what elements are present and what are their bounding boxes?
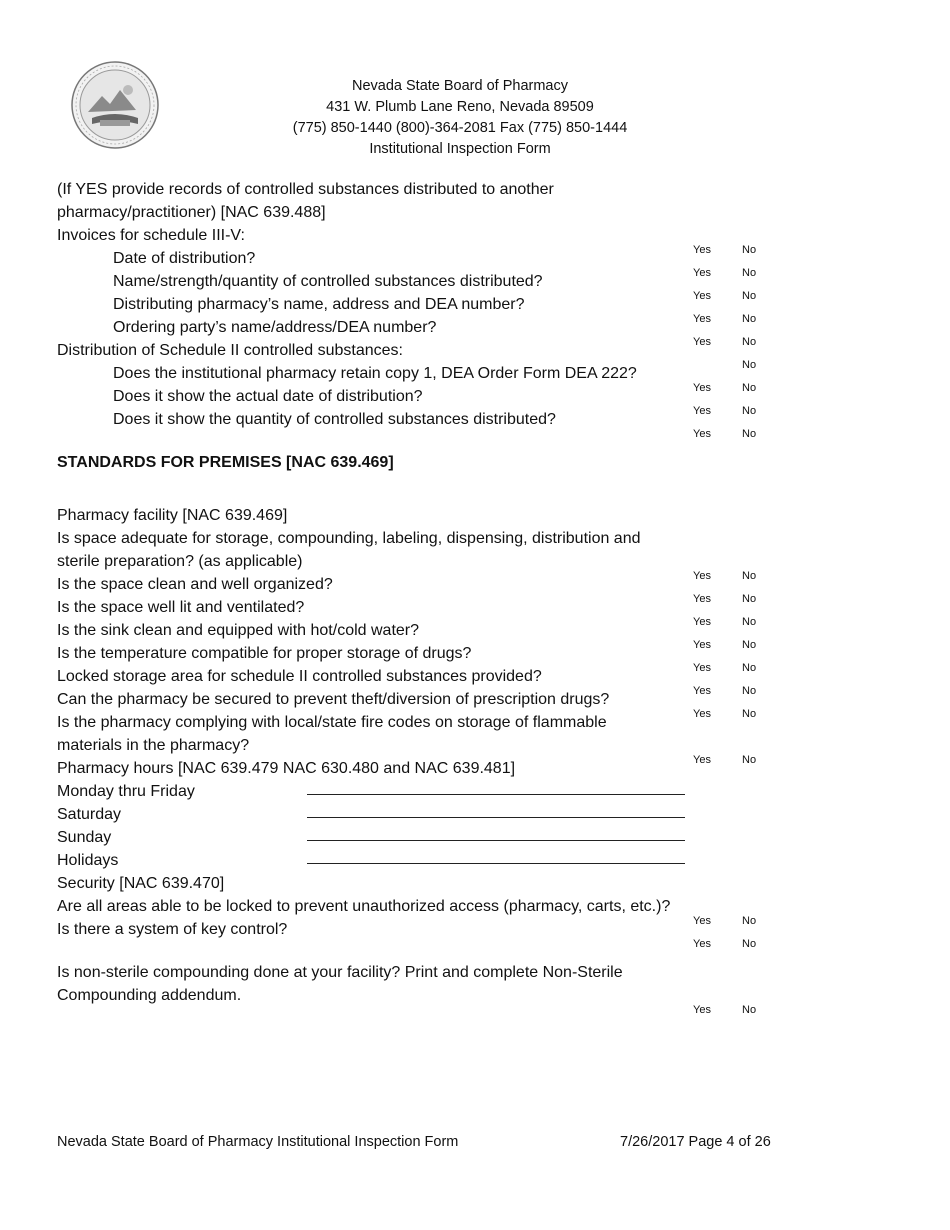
- question-locked-storage: Locked storage area for schedule II controlled substances provided? Yes No: [57, 668, 757, 697]
- question-sink: Is the sink clean and equipped with hot/cold water? Yes No: [57, 622, 757, 651]
- yes-option[interactable]: Yes: [693, 267, 711, 279]
- question-space-adequate: Is space adequate for storage, compounding, labeling, dispensing, distribution and sterile preparation? (as applicable) Yes No: [57, 530, 757, 582]
- hours-label: Monday thru Friday: [57, 783, 195, 800]
- question-space-lit: Is the space well lit and ventilated? Yes No: [57, 599, 757, 628]
- question-ordering-party: Ordering party’s name/address/DEA number? Yes No: [113, 319, 757, 348]
- hours-holidays: [57, 849, 837, 872]
- yes-option[interactable]: Yes: [693, 915, 711, 927]
- question-areas-locked: Are all areas able to be locked to prevent unauthorized access (pharmacy, carts, etc.)? Yes No: [57, 898, 757, 927]
- no-option[interactable]: No: [742, 313, 757, 325]
- no-option[interactable]: No: [742, 593, 757, 605]
- yes-option[interactable]: Yes: [693, 685, 711, 697]
- yes-option[interactable]: Yes: [693, 639, 711, 651]
- question-actual-date: Does it show the actual date of distribution? Yes No: [113, 388, 757, 417]
- hours-saturday: [57, 803, 837, 826]
- form-title: Institutional Inspection Form: [369, 141, 551, 157]
- yes-option[interactable]: Yes: [693, 428, 711, 440]
- no-option[interactable]: No: [742, 405, 757, 417]
- yes-option[interactable]: Yes: [693, 662, 711, 674]
- no-option[interactable]: No: [742, 754, 757, 766]
- no-option[interactable]: No: [742, 938, 757, 950]
- section-heading-premises: STANDARDS FOR PREMISES [NAC 639.469]: [57, 454, 394, 471]
- org-name: Nevada State Board of Pharmacy: [351, 78, 568, 94]
- yes-option[interactable]: Yes: [693, 313, 711, 325]
- no-option[interactable]: No: [742, 290, 757, 302]
- yes-option[interactable]: Yes: [693, 708, 711, 720]
- no-option[interactable]: No: [742, 244, 757, 256]
- no-option[interactable]: No: [742, 428, 757, 440]
- question-fire-codes: Is the pharmacy complying with local/state fire codes on storage of flammable materials in the pharmacy? Yes No: [57, 714, 757, 766]
- yes-option[interactable]: Yes: [693, 290, 711, 302]
- no-option[interactable]: No: [742, 639, 757, 651]
- org-address: 431 W. Plumb Lane Reno, Nevada 89509: [326, 99, 594, 115]
- no-option[interactable]: No: [742, 708, 757, 720]
- question-distributing-pharmacy: Distributing pharmacy’s name, address and DEA number? Yes No: [113, 296, 757, 325]
- footer-form-name: Nevada State Board of Pharmacy Institutional Inspection Form: [57, 1134, 459, 1150]
- question-date-distribution: Date of distribution? Yes No: [113, 250, 757, 279]
- question-space-clean: Is the space clean and well organized? Yes No: [57, 576, 757, 605]
- yes-option[interactable]: Yes: [693, 405, 711, 417]
- no-option[interactable]: No: [742, 662, 757, 674]
- yes-option[interactable]: Yes: [693, 244, 711, 256]
- hours-input-line[interactable]: [307, 863, 685, 864]
- no-option[interactable]: No: [742, 685, 757, 697]
- footer-page-info: 7/26/2017 Page 4 of 26: [620, 1134, 771, 1150]
- question-schedule-ii-distribution: Distribution of Schedule II controlled substances: No: [57, 342, 757, 371]
- question-secured: Can the pharmacy be secured to prevent theft/diversion of prescription drugs? Yes No: [57, 691, 757, 720]
- yes-option[interactable]: Yes: [693, 570, 711, 582]
- hours-input-line[interactable]: [307, 794, 685, 795]
- question-name-strength: Name/strength/quantity of controlled substances distributed? Yes No: [113, 273, 757, 302]
- hours-sunday: [57, 826, 837, 849]
- yes-option[interactable]: Yes: [693, 593, 711, 605]
- yes-option[interactable]: Yes: [693, 754, 711, 766]
- yes-option[interactable]: Yes: [693, 616, 711, 628]
- yes-option[interactable]: Yes: [693, 382, 711, 394]
- yes-option[interactable]: Yes: [693, 1004, 711, 1016]
- form-body: [57, 178, 837, 1016]
- hours-monday-friday: [57, 780, 837, 803]
- org-phone: (775) 850-1440 (800)-364-2081 Fax (775) 850-1444: [292, 120, 628, 136]
- question-invoices: Invoices for schedule III-V: Yes No: [57, 227, 757, 256]
- question-temperature: Is the temperature compatible for proper storage of drugs? Yes No: [57, 645, 757, 674]
- letterhead: [240, 76, 680, 160]
- no-option[interactable]: No: [742, 616, 757, 628]
- no-option[interactable]: No: [742, 1004, 757, 1016]
- records-intro: (If YES provide records of controlled substances distributed to another pharmacy/practitioner) [NAC 639.488]: [57, 181, 554, 221]
- hours-input-line[interactable]: [307, 817, 685, 818]
- question-retain-dea-222: Does the institutional pharmacy retain copy 1, DEA Order Form DEA 222? Yes No: [113, 365, 757, 394]
- no-option[interactable]: No: [742, 382, 757, 394]
- question-quantity-distributed: Does it show the quantity of controlled substances distributed? Yes No: [113, 411, 757, 440]
- yes-option[interactable]: Yes: [693, 336, 711, 348]
- no-option[interactable]: No: [742, 267, 757, 279]
- pharmacy-hours-label: Pharmacy hours [NAC 639.479 NAC 630.480 and NAC 639.481]: [57, 760, 516, 777]
- hours-label: Holidays: [57, 852, 119, 869]
- question-key-control: Is there a system of key control? Yes No: [57, 921, 757, 950]
- no-option[interactable]: No: [742, 359, 757, 371]
- hours-label: Sunday: [57, 829, 112, 846]
- no-option[interactable]: No: [742, 570, 757, 582]
- question-non-sterile-compounding: Is non-sterile compounding done at your facility? Print and complete Non-Sterile Compounding addendum. Yes No: [57, 964, 757, 1016]
- pharmacy-facility-label: Pharmacy facility [NAC 639.469]: [57, 507, 288, 524]
- nevada-state-seal: [70, 60, 160, 150]
- yes-option[interactable]: Yes: [693, 938, 711, 950]
- no-option[interactable]: No: [742, 915, 757, 927]
- hours-input-line[interactable]: [307, 840, 685, 841]
- hours-label: Saturday: [57, 806, 122, 823]
- security-label: Security [NAC 639.470]: [57, 875, 225, 892]
- no-option[interactable]: No: [742, 336, 757, 348]
